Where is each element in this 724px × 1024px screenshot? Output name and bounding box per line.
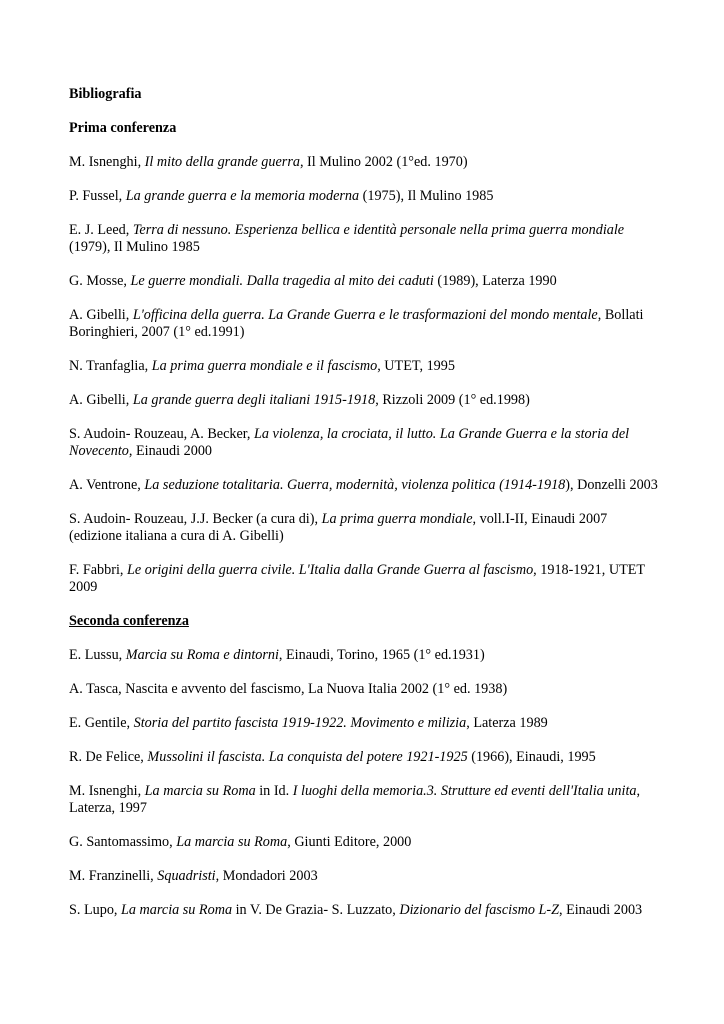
entry-text: E. Lussu, [69,647,126,663]
bibliography-entry [69,511,659,545]
entry-text: (1966), Einaudi, 1995 [467,749,596,765]
entry-title: Terra di nessuno. Esperienza bellica e identità personale nella prima guerra mondiale [132,222,625,238]
bibliography-entry [69,647,659,664]
entry-text: in V. De Grazia- S. Luzzato, [232,902,400,918]
section-heading: Prima conferenza [69,120,177,136]
entry-title: Squadristi [157,868,216,884]
bibliography-section [69,120,659,596]
bibliography-entry [69,188,659,205]
entry-title: Dizionario del fascismo L-Z [399,902,559,918]
entry-text: , Rizzoli 2009 (1° ed.1998) [375,392,530,408]
bibliography-entry [69,392,659,409]
section-heading: Seconda conferenza [69,613,189,629]
bibliography-entry [69,477,659,494]
entry-text: , Mondadori 2003 [215,868,318,884]
entry-text: S. Audoin- Rouzeau, J.J. Becker (a cura di), [69,511,322,527]
bibliography-entry [69,273,659,290]
bibliography-entry [69,834,659,851]
entry-text: A. Tasca, Nascita e avvento del fascismo, La Nuova Italia 2002 (1° ed. 1938) [69,681,508,697]
entry-text: ), Donzelli 2003 [565,477,658,493]
entry-title: L'officina della guerra. La Grande Guerra e le trasformazioni del mondo mentale [132,307,598,323]
entry-text: , Il Mulino 2002 (1°ed. 1970) [299,154,468,170]
entry-title: Storia del partito fascista 1919-1922. Movimento e milizia [133,715,467,731]
entry-text: , Einaudi 2003 [558,902,643,918]
bibliography-entry [69,749,659,766]
bibliography-section [69,613,659,919]
bibliography-entry [69,562,659,596]
entry-text: A. Gibelli, [69,307,133,323]
entry-title: La prima guerra mondiale [321,511,473,527]
entry-title: La grande guerra e la memoria moderna [125,188,360,204]
entry-text: , Einaudi 2000 [128,443,213,459]
entry-text: M. Franzinelli, [69,868,158,884]
entry-text: in Id. [255,783,293,799]
entry-text: , UTET, 1995 [377,358,455,374]
entry-text: , voll.I-II, Einaudi 2007 (edizione italiana a cura di A. Gibelli) [69,511,608,544]
entry-text: , Laterza 1989 [466,715,548,731]
entry-title: Marcia su Roma e dintorni [125,647,279,663]
entry-text: , Giunti Editore, 2000 [287,834,412,850]
bibliography-entry [69,681,659,698]
entry-title: Mussolini il fascista. La conquista del potere 1921-1925 [147,749,468,765]
entry-text: M. Isnenghi, [69,783,145,799]
entry-title: La violenza, la crociata, il lutto. La Grande Guerra e la storia del Novecento [69,426,630,459]
bibliography-entry [69,154,659,171]
bibliography-entry [69,358,659,375]
entry-title: Le origini della guerra civile. L'Italia dalla Grande Guerra al fascismo [126,562,534,578]
entry-title: I luoghi della memoria.3. Strutture ed eventi dell'Italia unita [292,783,637,799]
entry-text: , Laterza, 1997 [69,783,641,816]
entry-text: (1989), Laterza 1990 [433,273,557,289]
entry-text: , Einaudi, Torino, 1965 (1° ed.1931) [278,647,485,663]
entry-text: S. Lupo, [69,902,122,918]
entry-text: (1979), Il Mulino 1985 [69,239,200,255]
entry-title: La marcia su Roma [176,834,288,850]
entry-text: (1975), Il Mulino 1985 [359,188,494,204]
sections [69,120,659,919]
entry-title: La grande guerra degli italiani 1915-1918 [132,392,376,408]
bibliography-entry [69,426,659,460]
document-title: Bibliografia [69,86,142,102]
entry-text: R. De Felice, [69,749,148,765]
entry-text: S. Audoin- Rouzeau, A. Becker, [69,426,255,442]
entry-title: La marcia su Roma [144,783,256,799]
entry-text: M. Isnenghi, [69,154,145,170]
entry-text: A. Gibelli, [69,392,133,408]
entry-text: , Bollati Boringhieri, 2007 (1° ed.1991) [69,307,644,340]
entry-text: E. J. Leed, [69,222,133,238]
bibliography-entry [69,783,659,817]
entry-title: Le guerre mondiali. Dalla tragedia al mito dei caduti [130,273,434,289]
entry-text: G. Mosse, [69,273,131,289]
entry-text: E. Gentile, [69,715,134,731]
entry-title: La prima guerra mondiale e il fascismo [151,358,378,374]
entry-title: La seduzione totalitaria. Guerra, modernità, violenza politica (1914-1918 [144,477,566,493]
entry-title: La marcia su Roma [121,902,233,918]
bibliography-entry [69,868,659,885]
entry-text: G. Santomassimo, [69,834,177,850]
bibliography-entry [69,222,659,256]
entry-text: , 1918-1921, UTET 2009 [69,562,645,595]
document-body [69,86,659,919]
entry-text: P. Fussel, [69,188,126,204]
entry-text: N. Tranfaglia, [69,358,152,374]
entry-text: F. Fabbri, [69,562,127,578]
entry-text: A. Ventrone, [69,477,145,493]
entry-title: Il mito della grande guerra [144,154,300,170]
bibliography-entry [69,307,659,341]
bibliography-entry [69,902,659,919]
bibliography-entry [69,715,659,732]
